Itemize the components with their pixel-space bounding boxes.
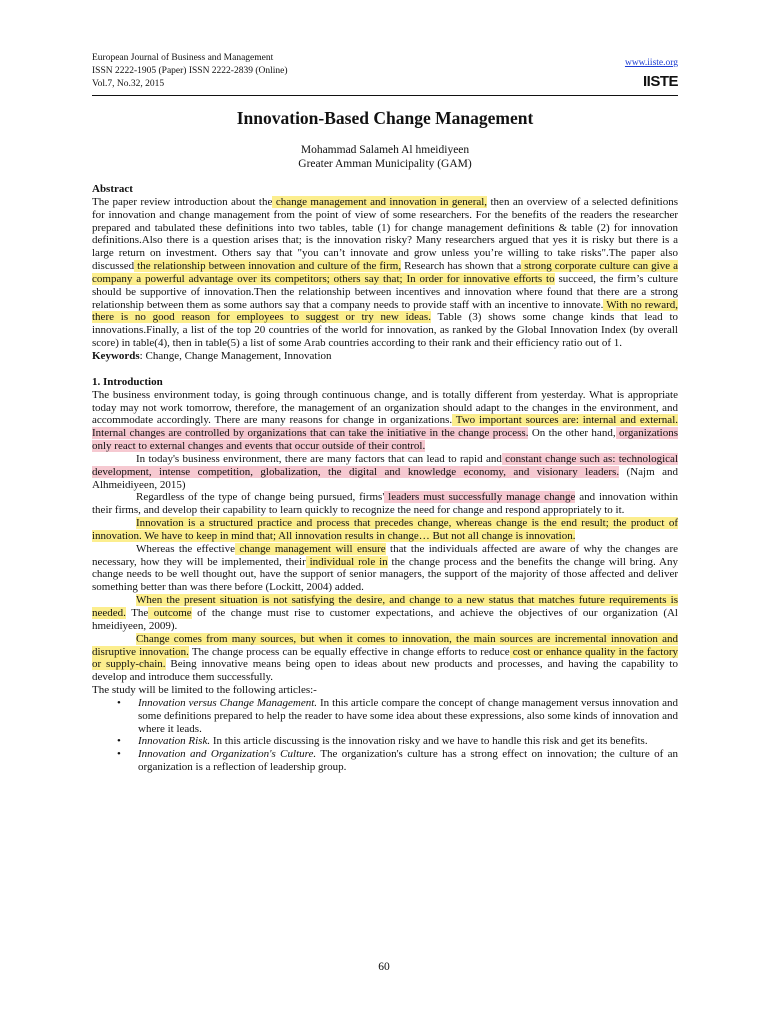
- spacer: [92, 363, 678, 376]
- highlight-yellow: cost or enhance quality in the factory or supply-chain.: [92, 645, 678, 671]
- list-item-title: Innovation Risk.: [138, 735, 211, 748]
- abstract-text: [92, 196, 678, 350]
- list-item-text: In this article compare the concept of change management versus innovation and some definitions prepared to help the reader to have some idea about these expressions, also some kinds of innovation and where it leads.: [138, 696, 678, 735]
- highlight-pink: organizations only react to external changes and events that occur outside of their control.: [92, 427, 679, 453]
- header-rule: [92, 95, 678, 96]
- abstract-heading: Abstract: [92, 183, 133, 195]
- bullet-icon: •: [117, 735, 121, 748]
- author-name: Mohammad Salameh Al hmeidiyeen: [300, 144, 470, 156]
- list-item: [92, 697, 678, 736]
- highlight-yellow: the relationship between innovation and culture of the firm,: [134, 260, 402, 273]
- text-seg: The change process can be equally effective in change efforts to reduce: [188, 645, 510, 658]
- journal-name: European Journal of Business and Management: [92, 53, 274, 63]
- bullet-icon: •: [117, 696, 121, 709]
- highlight-pink: leaders must successfully manage change: [384, 491, 576, 504]
- page-number: 60: [378, 961, 390, 973]
- abstract-seg: succeed, the firm’s culture should be supportive of innovation.Then the relationship between incentives and innovation where found that there are a strong relationship between them as some authors say that a company needs to provide staff with an incentive to innovate.: [92, 272, 678, 311]
- highlight-yellow: change management and innovation in general,: [272, 195, 488, 208]
- text-seg: The business environment today, is going through continuous change, and is totally different from yesterday. What is appropriate today may not work tomorrow, therefore, the management of an organization should adapt to the changes in the environment, and accommodate accordingly. There are many reasons for change in organizations.: [92, 388, 678, 427]
- journal-volume: Vol.7, No.32, 2015: [92, 79, 165, 89]
- highlight-pink: Internal changes are controlled by organizations that can take the initiative in the change process.: [92, 427, 529, 440]
- abstract-seg: Table (3) shows some change kinds that lead to innovations.Finally, a list of the top 20 countries of the world for innovation, as ranked by the Global Innovation Index (by overall score) in table(4), then in table(5) a list of some Arab countries according to their rank and their efficiency ratio out of 1.: [92, 311, 679, 350]
- journal-header: [92, 52, 288, 91]
- abstract-seg: then an overview of a selected definitions for innovation and change management from the point of view of some researchers. For the benefits of the readers the researcher prepared and tabulated these definitions into two tables, table (1) for change management definitions & table (2) for innovation definitions.Also there is a question arises that; is the innovation risky? Many researchers argued that yes it is risky but there is a large return on investment. Others say that "you can’t innovate and grow unless you’re willing to take risks".The paper also discussed: [92, 195, 678, 273]
- intro-paragraph-8: The study will be limited to the following articles:-: [92, 684, 317, 697]
- author-affiliation: Greater Amman Municipality (GAM): [298, 158, 472, 170]
- header-right: [616, 52, 678, 91]
- intro-paragraph-1: [92, 389, 678, 453]
- text-seg: Being innovative means being open to ideas about new products and processes, and having the capability to develop and introduce them successfully.: [92, 658, 678, 684]
- text-seg: that the individuals affected are aware of why the changes are necessary, how they will be implemented, their: [92, 542, 678, 568]
- highlight-yellow: With no reward, there is no good reason for employees to suggest or try new ideas.: [92, 298, 678, 324]
- intro-paragraph-3: [92, 491, 678, 517]
- text-seg: The: [125, 607, 149, 619]
- text-seg: On the other hand,: [528, 427, 616, 440]
- article-list: [92, 697, 678, 774]
- paper-title: Innovation-Based Change Management: [236, 108, 534, 128]
- highlight-yellow: change management will ensure: [234, 542, 386, 555]
- highlight-yellow: Change comes from many sources, but when it comes to innovation, the main sources are incremental innovation and disruptive innovation.: [92, 632, 678, 658]
- abstract-seg: The paper review introduction about the: [92, 195, 273, 208]
- keywords-text: : Change, Change Management, Innovation: [139, 349, 332, 362]
- journal-url-link[interactable]: www.iiste.org: [624, 58, 678, 68]
- bullet-icon: •: [117, 748, 121, 761]
- text-seg: Regardless of the type of change being pursued, firms': [136, 491, 385, 504]
- intro-paragraph-5: [92, 543, 678, 594]
- list-item: [92, 748, 678, 774]
- journal-issn: ISSN 2222-1905 (Paper) ISSN 2222-2839 (Online): [92, 66, 288, 76]
- highlight-yellow: outcome: [148, 607, 192, 619]
- text-seg: the change process and the benefits the change will bring. Any change needs to be well thought out, have the support of senior managers, the support of the majority of those affected and deliver something better than was there before (Lockitt, 2004) added.: [92, 555, 678, 594]
- list-item-title: Innovation versus Change Management.: [138, 696, 318, 709]
- introduction-heading: 1. Introduction: [92, 375, 163, 388]
- intro-paragraph-2: [92, 453, 678, 492]
- text-seg: In today's business environment, there are many factors that can lead to rapid and: [136, 452, 502, 465]
- intro-paragraph-6: [92, 594, 678, 633]
- text-seg: (Najm and Alhmeidiyeen, 2015): [92, 465, 679, 491]
- abstract-seg: Research has shown that a: [401, 260, 522, 273]
- author-block: [92, 143, 678, 171]
- text-seg: Whereas the effective: [136, 542, 235, 555]
- list-item: [92, 735, 678, 748]
- highlight-yellow: When the present situation is not satisfying the desire, and change to a new status that matches future requirements is needed.: [92, 594, 678, 619]
- intro-paragraph-7: [92, 633, 678, 684]
- text-seg: and innovation within their firms, and develop their capability to learn quickly to recognize the need for change and respond appropriately to it.: [92, 491, 678, 517]
- highlight-yellow: strong corporate culture can give a company a powerful advantage over its competitors; others say that; In order for innovative efforts to: [92, 260, 678, 285]
- intro-paragraph-4: [92, 517, 678, 543]
- highlight-yellow: Innovation is a structured practice and process that precedes change, whereas change is the end result; the product of innovation. We have to keep in mind that; All innovation results in change… But not all change is innovation.: [92, 517, 678, 542]
- highlight-yellow: individual role in: [305, 555, 388, 568]
- list-item-text: In this article discussing is the innovation risky and we have to handle this risk and get its benefits.: [210, 735, 648, 748]
- highlight-yellow: Two important sources are: internal and external.: [452, 414, 678, 427]
- keywords-label: Keywords: [92, 349, 140, 362]
- paper-body: [92, 183, 678, 774]
- iiste-logo: IISTE: [642, 73, 678, 90]
- highlight-pink: constant change such as: technological development, intense competition, globalization, the digital and knowledge economy, and visionary leaders.: [92, 452, 678, 478]
- list-item-text: The organization's culture has a strong effect on innovation; the culture of an organization is a reflection of leadership group.: [138, 748, 678, 774]
- list-item-title: Innovation and Organization's Culture.: [138, 748, 317, 761]
- text-seg: of the change must rise to customer expectations, and achieve the objectives of our organization (Al hmeidiyeen, 2009).: [92, 607, 678, 632]
- keywords-line: [92, 350, 678, 363]
